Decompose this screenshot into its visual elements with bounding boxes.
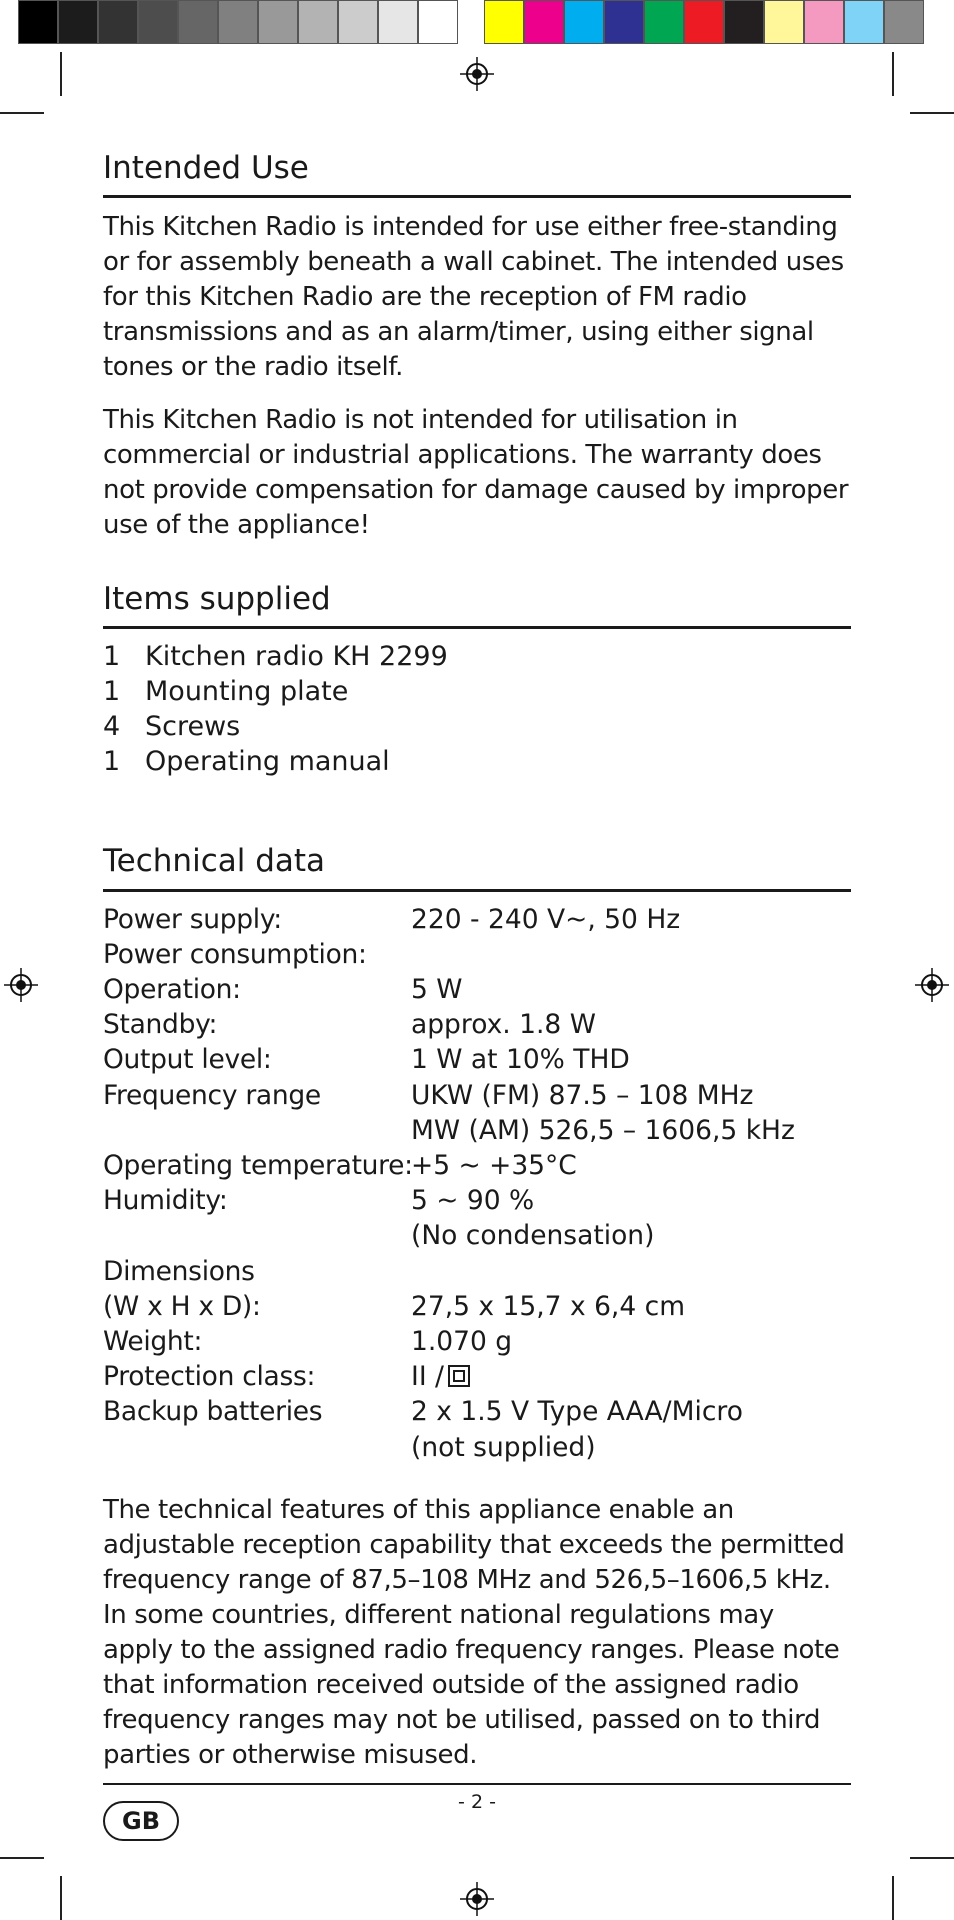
print-color-bar bbox=[18, 0, 458, 44]
color-swatch bbox=[298, 0, 338, 44]
page-number: - 2 - bbox=[458, 1791, 496, 1813]
table-row bbox=[103, 1254, 851, 1289]
spec-label: Output level: bbox=[103, 1044, 272, 1076]
trim-mark bbox=[892, 1876, 894, 1920]
item-name: Kitchen radio KH 2299 bbox=[145, 641, 448, 673]
manual-page bbox=[103, 130, 851, 1791]
color-swatch bbox=[484, 0, 524, 44]
spec-value: 2 x 1.5 V Type AAA/Micro bbox=[411, 1396, 743, 1428]
color-swatch bbox=[644, 0, 684, 44]
table-row bbox=[103, 1218, 851, 1253]
section-title-intended-use: Intended Use bbox=[103, 130, 851, 198]
color-swatch bbox=[524, 0, 564, 44]
color-swatch bbox=[218, 0, 258, 44]
spec-value: 27,5 x 15,7 x 6,4 cm bbox=[411, 1290, 686, 1322]
trim-mark bbox=[892, 52, 894, 96]
country-badge: GB bbox=[103, 1801, 179, 1841]
spec-label: Power consumption: bbox=[103, 938, 367, 970]
color-swatch bbox=[258, 0, 298, 44]
spec-value bbox=[411, 937, 851, 972]
spec-label: Backup batteries bbox=[103, 1396, 323, 1428]
table-row bbox=[103, 937, 851, 972]
spec-label bbox=[103, 1430, 411, 1465]
item-name: Screws bbox=[145, 711, 241, 743]
table-row bbox=[103, 1394, 851, 1429]
section-title-technical-data: Technical data bbox=[103, 823, 851, 891]
color-swatch bbox=[764, 0, 804, 44]
spec-label: Frequency range bbox=[103, 1079, 321, 1111]
spec-value: +5 ~ +35°C bbox=[411, 1149, 577, 1181]
table-row bbox=[103, 1183, 851, 1218]
spec-label: Protection class: bbox=[103, 1361, 316, 1393]
spec-value: UKW (FM) 87.5 – 108 MHz bbox=[411, 1079, 754, 1111]
spec-value: 5 ~ 90 % bbox=[411, 1185, 535, 1217]
spec-value bbox=[411, 1254, 851, 1289]
spec-value: (not supplied) bbox=[411, 1431, 596, 1463]
table-row bbox=[103, 1289, 851, 1324]
spec-value: approx. 1.8 W bbox=[411, 1009, 596, 1041]
table-row bbox=[103, 1430, 851, 1465]
color-swatch bbox=[564, 0, 604, 44]
spec-label: (W x H x D): bbox=[103, 1290, 261, 1322]
spec-value: 220 - 240 V~, 50 Hz bbox=[411, 903, 681, 935]
item-name: Operating manual bbox=[145, 746, 390, 778]
color-swatch bbox=[844, 0, 884, 44]
item-qty: 4 bbox=[103, 711, 121, 743]
technical-data-table bbox=[103, 902, 851, 1465]
spec-label: Humidity: bbox=[103, 1185, 228, 1217]
spec-label: Dimensions bbox=[103, 1255, 255, 1287]
color-swatch bbox=[724, 0, 764, 44]
color-swatch bbox=[98, 0, 138, 44]
color-swatch bbox=[604, 0, 644, 44]
spec-value: 1 W at 10% THD bbox=[411, 1044, 630, 1076]
double-insulation-icon bbox=[448, 1365, 470, 1387]
spec-value: 5 W bbox=[411, 973, 463, 1005]
trim-mark bbox=[0, 112, 44, 114]
spec-value: MW (AM) 526,5 – 1606,5 kHz bbox=[411, 1114, 795, 1146]
color-swatch bbox=[418, 0, 458, 44]
print-color-bar-colors bbox=[484, 0, 924, 44]
items-list bbox=[103, 639, 851, 779]
list-item bbox=[103, 744, 851, 779]
color-swatch bbox=[338, 0, 378, 44]
color-swatch bbox=[884, 0, 924, 44]
table-row bbox=[103, 1078, 851, 1113]
spec-label: Power supply: bbox=[103, 903, 282, 935]
color-swatch bbox=[58, 0, 98, 44]
registration-mark-icon bbox=[460, 57, 494, 91]
spec-label: Operating temperature: bbox=[103, 1149, 413, 1181]
color-swatch bbox=[804, 0, 844, 44]
table-row bbox=[103, 1148, 851, 1183]
spec-value: 1.070 g bbox=[411, 1326, 513, 1357]
spec-label: Standby: bbox=[103, 1009, 218, 1041]
color-swatch bbox=[378, 0, 418, 44]
table-row bbox=[103, 1324, 851, 1359]
item-qty: 1 bbox=[103, 676, 121, 708]
technical-note-paragraph: The technical features of this appliance enable an adjustable reception capability that exceeds the permitted frequency range of 87,5–108 MHz and 526,5–1606,5 kHz. In some countries, different national regulations may apply to the assigned radio frequency ranges. Please note that information received outside of the assigned radio frequency ranges may not be utilised, passed on to third parties or otherwise misused. bbox=[103, 1494, 845, 1770]
table-row bbox=[103, 1007, 851, 1042]
list-item bbox=[103, 674, 851, 709]
trim-mark bbox=[0, 1857, 44, 1859]
section-title-items-supplied: Items supplied bbox=[103, 561, 851, 629]
table-row bbox=[103, 1359, 851, 1394]
protection-class-text: II / bbox=[411, 1361, 444, 1393]
item-qty: 1 bbox=[103, 746, 121, 778]
registration-mark-icon bbox=[4, 968, 38, 1002]
trim-mark bbox=[910, 112, 954, 114]
color-swatch bbox=[684, 0, 724, 44]
color-swatch bbox=[178, 0, 218, 44]
table-row bbox=[103, 1042, 851, 1077]
color-swatch bbox=[138, 0, 178, 44]
spec-label: Weight: bbox=[103, 1326, 203, 1357]
color-swatch bbox=[18, 0, 58, 44]
table-row bbox=[103, 902, 851, 937]
spec-value-protection bbox=[411, 1359, 851, 1394]
intended-use-paragraph-1: This Kitchen Radio is intended for use either free-standing or for assembly beneath a wall cabinet. The intended uses for this Kitchen Radio are the reception of FM radio transmissions and as an alarm/timer, using either signal tones or the radio itself. bbox=[103, 212, 844, 383]
table-row bbox=[103, 972, 851, 1007]
item-name: Mounting plate bbox=[145, 676, 349, 708]
trim-mark bbox=[910, 1857, 954, 1859]
trim-mark bbox=[60, 52, 62, 96]
registration-mark-icon bbox=[915, 968, 949, 1002]
table-row bbox=[103, 1113, 851, 1148]
page-footer bbox=[103, 1783, 851, 1845]
list-item bbox=[103, 709, 851, 744]
intended-use-paragraph-2: This Kitchen Radio is not intended for utilisation in commercial or industrial applications. The warranty does not provide compensation for damage caused by improper use of the appliance! bbox=[103, 405, 849, 541]
trim-mark bbox=[60, 1876, 62, 1920]
spec-value: (No condensation) bbox=[411, 1220, 655, 1252]
registration-mark-icon bbox=[460, 1882, 494, 1916]
item-qty: 1 bbox=[103, 641, 121, 673]
spec-label: Operation: bbox=[103, 973, 241, 1005]
spec-label bbox=[103, 1218, 411, 1253]
spec-label bbox=[103, 1113, 411, 1148]
list-item bbox=[103, 639, 851, 674]
